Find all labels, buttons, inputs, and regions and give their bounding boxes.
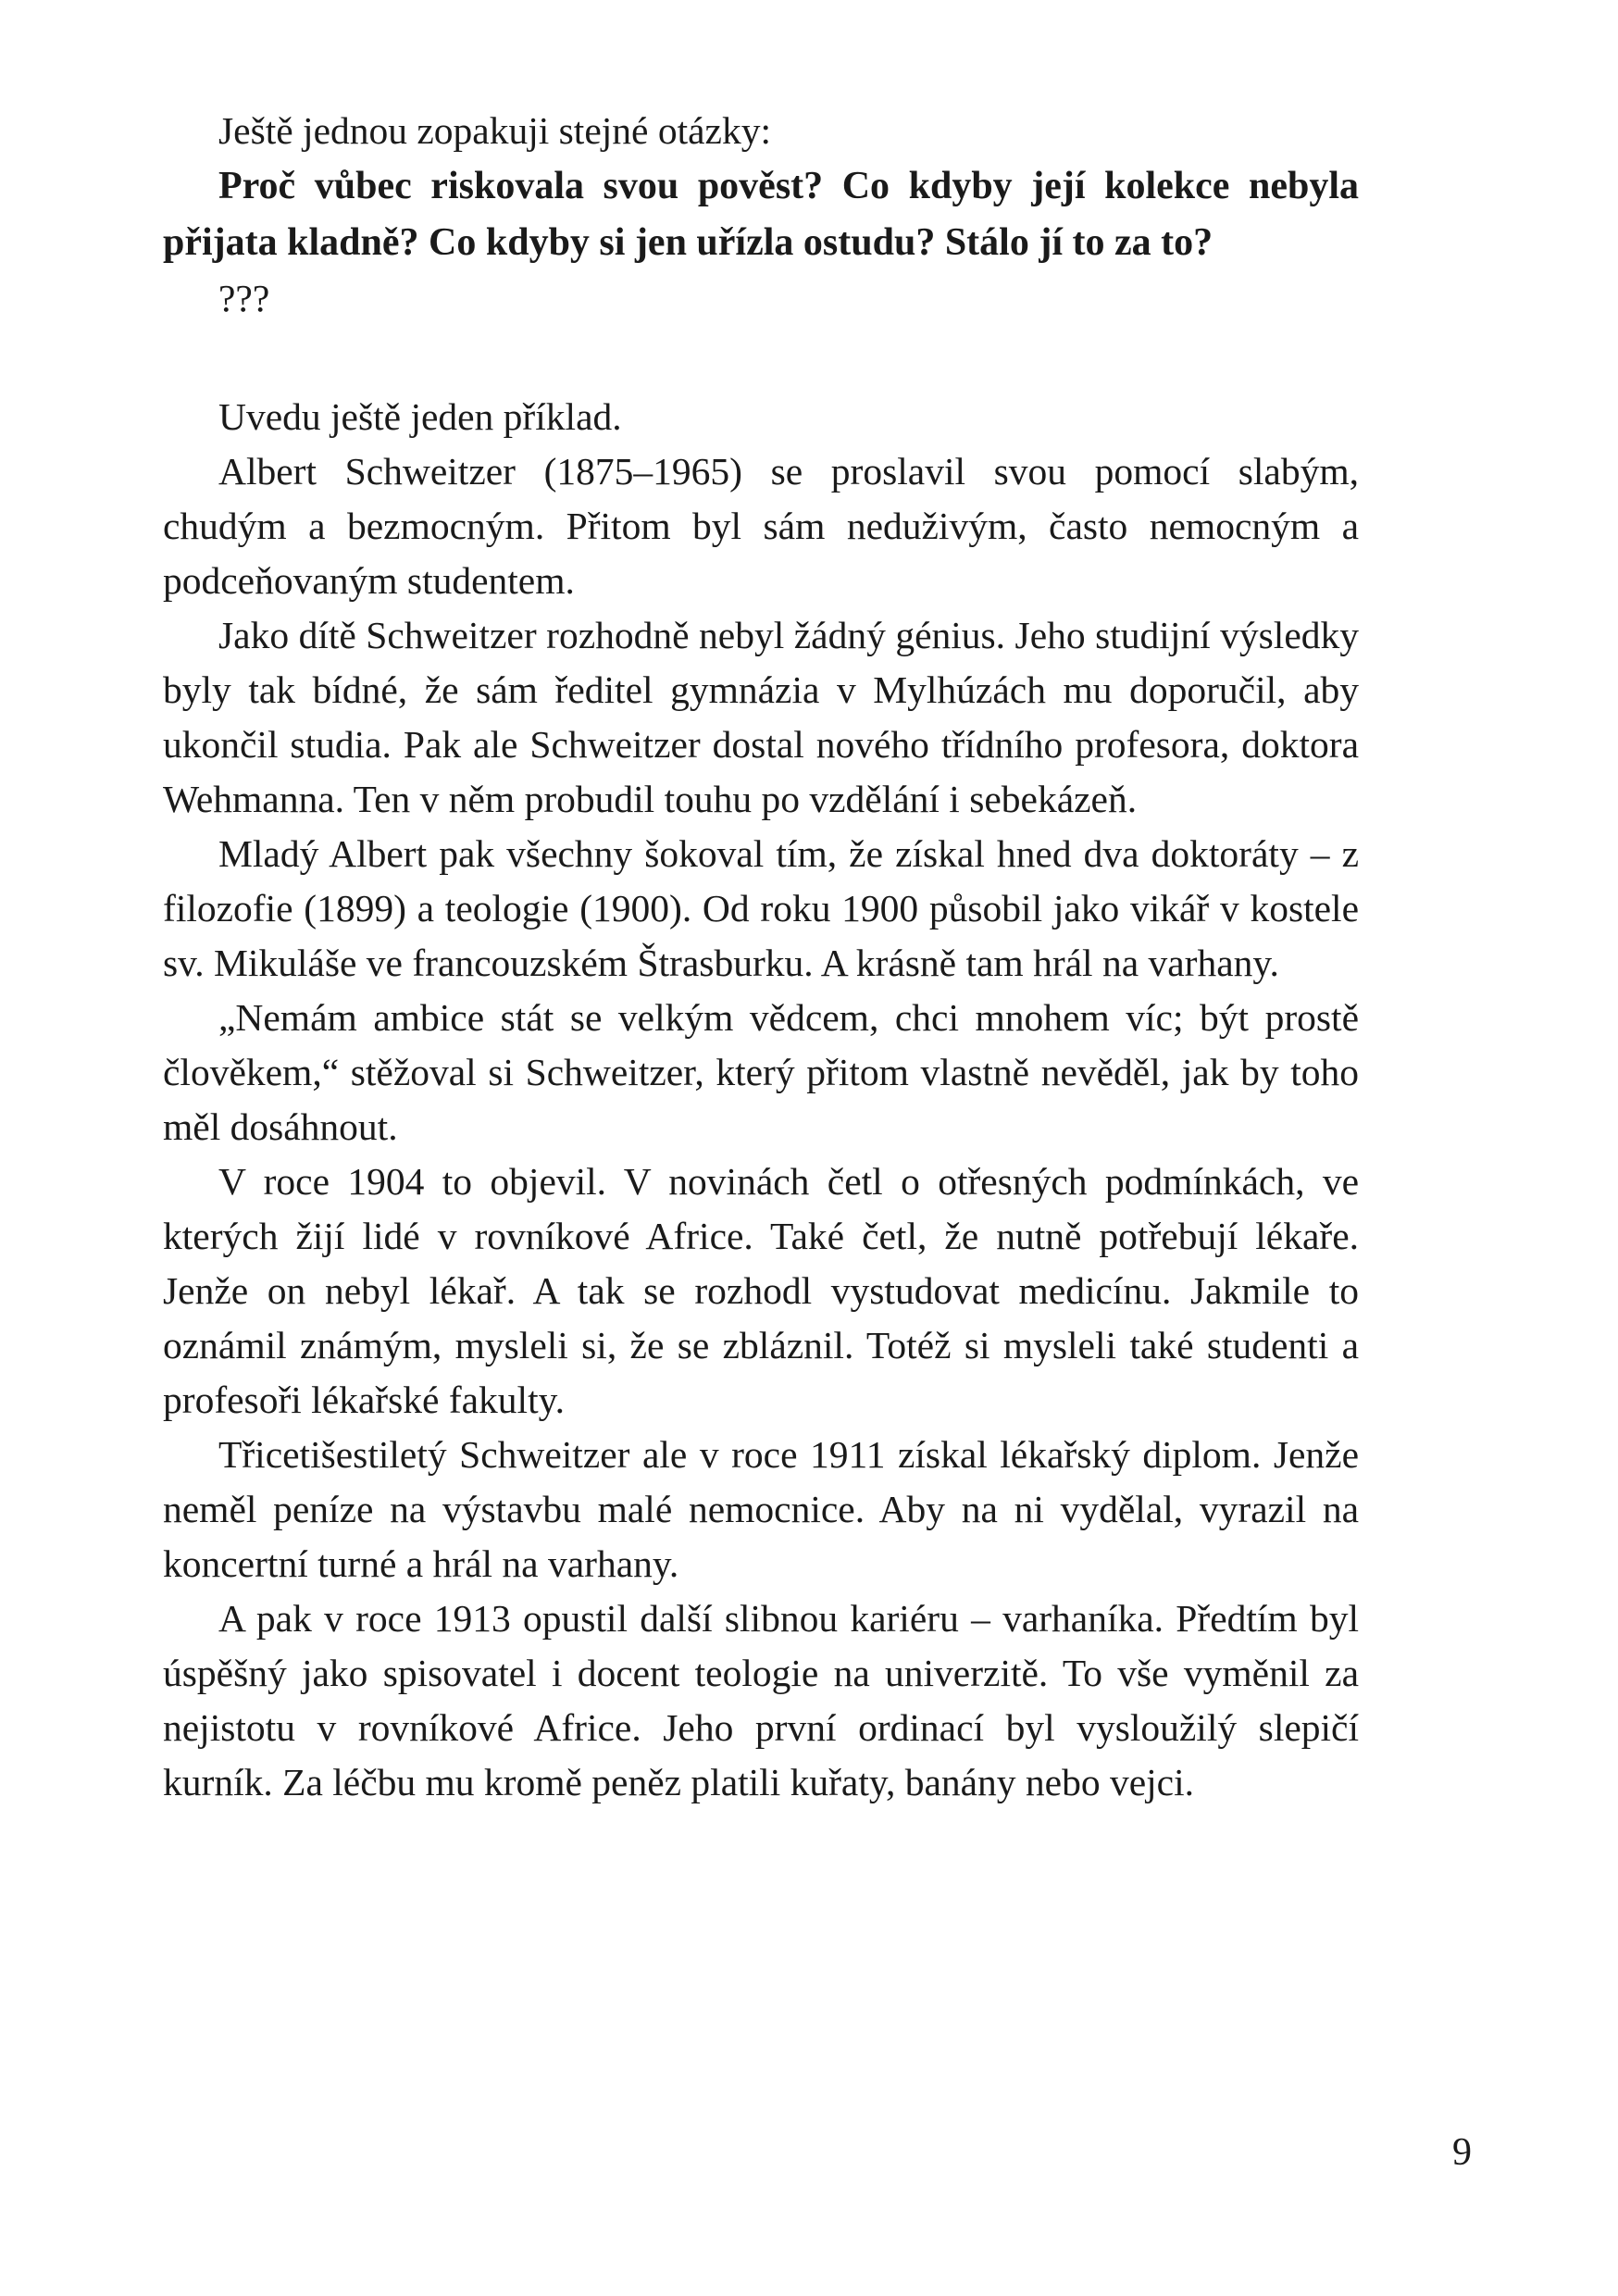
paragraph-schweitzer-1913: A pak v roce 1913 opustil další slibnou kariéru – varhaníka. Předtím byl úspěšný jako spisovatel i docent teologie na univerzitě. To vše vyměnil za nejistotu v rovníkové Africe. Jeho první ordinací byl vysloužilý slepičí kurník. Za léčbu mu kromě peněz platili kuřaty, banány nebo vejci. <box>163 1597 1359 1803</box>
paragraph-intro-question: Ještě jednou zopakuji stejné otázky: <box>218 109 771 152</box>
section-spacer <box>163 326 1359 390</box>
page-number: 9 <box>1452 2131 1472 2174</box>
paragraph-next-example: Uvedu ještě jeden příklad. <box>218 395 622 438</box>
paragraph-schweitzer-intro: Albert Schweitzer (1875–1965) se proslavil svou pomocí slabým, chudým a bezmocným. Přitom byl sám neduživým, často nemocným a podceňovaným studentem. <box>163 450 1359 602</box>
paragraph-schweitzer-childhood: Jako dítě Schweitzer rozhodně nebyl žádný génius. Jeho studijní výsledky byly tak bídné, že sám ředitel gymnázia v Mylhúzách mu doporučil, aby ukončil studia. Pak ale Schweitzer dostal nového třídního profesora, doktora Wehmanna. Ten v něm probudil touhu po vzdělání i sebekázeň. <box>163 614 1359 820</box>
paragraph-schweitzer-1904: V roce 1904 to objevil. V novinách četl o otřesných podmínkách, ve kterých žijí lidé v rovníkové Africe. Také četl, že nutně potřebují lékaře. Jenže on nebyl lékař. A tak se rozhodl vystudovat medicínu. Jakmile to oznámil známým, mysleli si, že se zbláznil. Totéž si mysleli také studenti a profesoři lékařské fakulty. <box>163 1160 1359 1421</box>
paragraph-schweitzer-1911: Třicetišestiletý Schweitzer ale v roce 1911 získal lékařský diplom. Jenže neměl peníze na výstavbu malé nemocnice. Aby na ni vydělal, vyrazil na koncertní turné a hrál na varhany. <box>163 1433 1359 1585</box>
paragraph-schweitzer-quote: „Nemám ambice stát se velkým vědcem, chci mnohem víc; být prostě člověkem,“ stěžoval si Schweitzer, který přitom vlastně nevěděl, jak by toho měl dosáhnout. <box>163 996 1359 1148</box>
paragraph-question-marks: ??? <box>218 277 270 319</box>
paragraph-bold-questions: Proč vůbec riskovala svou pověst? Co kdyby její kolekce nebyla přijata kladně? Co kdyby si jen uřízla ostudu? Stálo jí to za to? <box>163 165 1359 264</box>
page-body <box>163 104 1359 1810</box>
paragraph-schweitzer-doctorates: Mladý Albert pak všechny šokoval tím, že získal hned dva doktoráty – z filozofie (1899) a teologie (1900). Od roku 1900 působil jako vikář v kostele sv. Mikuláše ve francouzském Štrasburku. A krásně tam hrál na varhany. <box>163 832 1359 984</box>
